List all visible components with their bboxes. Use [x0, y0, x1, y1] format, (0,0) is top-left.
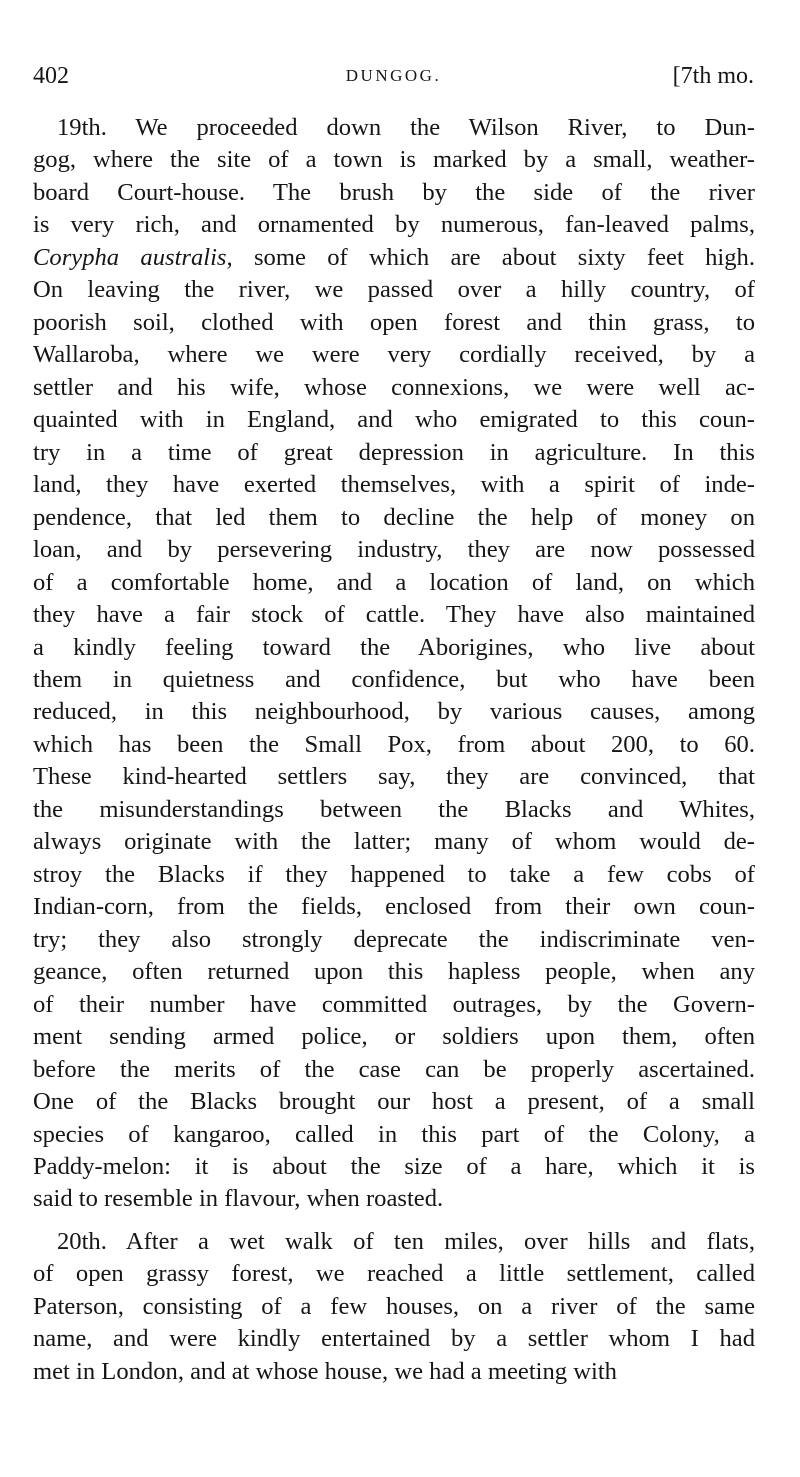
text-line: Wallaroba, where we were very cordially received, by a [33, 341, 755, 369]
text-line: they have a fair stock of cattle. They have also maintained [33, 601, 755, 629]
text-line: poorish soil, clothed with open forest and thin grass, to [33, 308, 755, 336]
text-line: try; they also strongly deprecate the indiscriminate ven- [33, 925, 755, 953]
page-date-note: [7th mo. [672, 63, 754, 89]
text-line: of their number have committed outrages, by the Govern- [33, 990, 755, 1018]
text-line: try in a time of great depression in agriculture. In this [33, 438, 755, 466]
text-line: said to resemble in flavour, when roasted. [33, 1185, 444, 1213]
text-line: Indian-corn, from the fields, enclosed from their own coun- [33, 893, 755, 921]
line-continuation: some of which are about sixty feet high. [232, 243, 755, 271]
text-line: board Court-house. The brush by the side of the river [33, 178, 755, 206]
text-line: the misunderstandings between the Blacks and Whites, [33, 795, 755, 823]
text-line: stroy the Blacks if they happened to take a few cobs of [33, 860, 755, 888]
text-line: ment sending armed police, or soldiers upon them, often [33, 1023, 755, 1051]
text-line: settler and his wife, whose connexions, we were well ac- [33, 373, 755, 401]
text-line: pendence, that led them to decline the help of money on [33, 503, 755, 531]
text-line: land, they have exerted themselves, with a spirit of inde- [33, 471, 755, 499]
text-line [33, 242, 755, 274]
text-line: species of kangaroo, called in this part of the Colony, a [33, 1120, 755, 1148]
text-line: quainted with in England, and who emigrated to this coun- [33, 406, 755, 434]
text-line: them in quietness and confidence, but who have been [33, 665, 755, 693]
page-number: 402 [33, 63, 69, 89]
italic-species-name: Corypha australis, [33, 243, 233, 271]
text-line: always originate with the latter; many of whom would de- [33, 828, 755, 856]
text-line: Paterson, consisting of a few houses, on a river of the same [33, 1292, 755, 1320]
body-text [33, 112, 755, 1388]
text-line: Paddy-melon: it is about the size of a hare, which it is [33, 1153, 755, 1180]
text-line: met in London, and at whose house, we had a meeting with [33, 1357, 617, 1385]
text-line: geance, often returned upon this hapless people, when any [33, 958, 755, 986]
text-line: of a comfortable home, and a location of land, on which [33, 568, 755, 596]
text-line: name, and were kindly entertained by a settler whom I had [33, 1325, 755, 1353]
text-line: which has been the Small Pox, from about 200, to 60. [33, 730, 755, 758]
text-line: On leaving the river, we passed over a hilly country, of [33, 276, 755, 304]
text-line: One of the Blacks brought our host a present, of a small [33, 1088, 755, 1116]
running-head [33, 58, 754, 94]
text-line: reduced, in this neighbourhood, by various causes, among [33, 698, 755, 726]
text-line: 19th. We proceeded down the Wilson River, to Dun- [57, 114, 755, 141]
text-line: These kind-hearted settlers say, they are convinced, that [33, 763, 755, 791]
text-line: before the merits of the case can be properly ascertained. [33, 1055, 755, 1083]
text-line: gog, where the site of a town is marked by a small, weather- [33, 146, 755, 174]
text-line: a kindly feeling toward the Aborigines, who live about [33, 633, 755, 661]
text-line: is very rich, and ornamented by numerous, fan-leaved palms, [33, 211, 755, 239]
text-line: 20th. After a wet walk of ten miles, over hills and flats, [57, 1227, 755, 1255]
text-line: of open grassy forest, we reached a little settlement, called [33, 1260, 755, 1288]
text-line: loan, and by persevering industry, they are now possessed [33, 536, 755, 564]
page-title: DUNGOG. [345, 66, 442, 85]
